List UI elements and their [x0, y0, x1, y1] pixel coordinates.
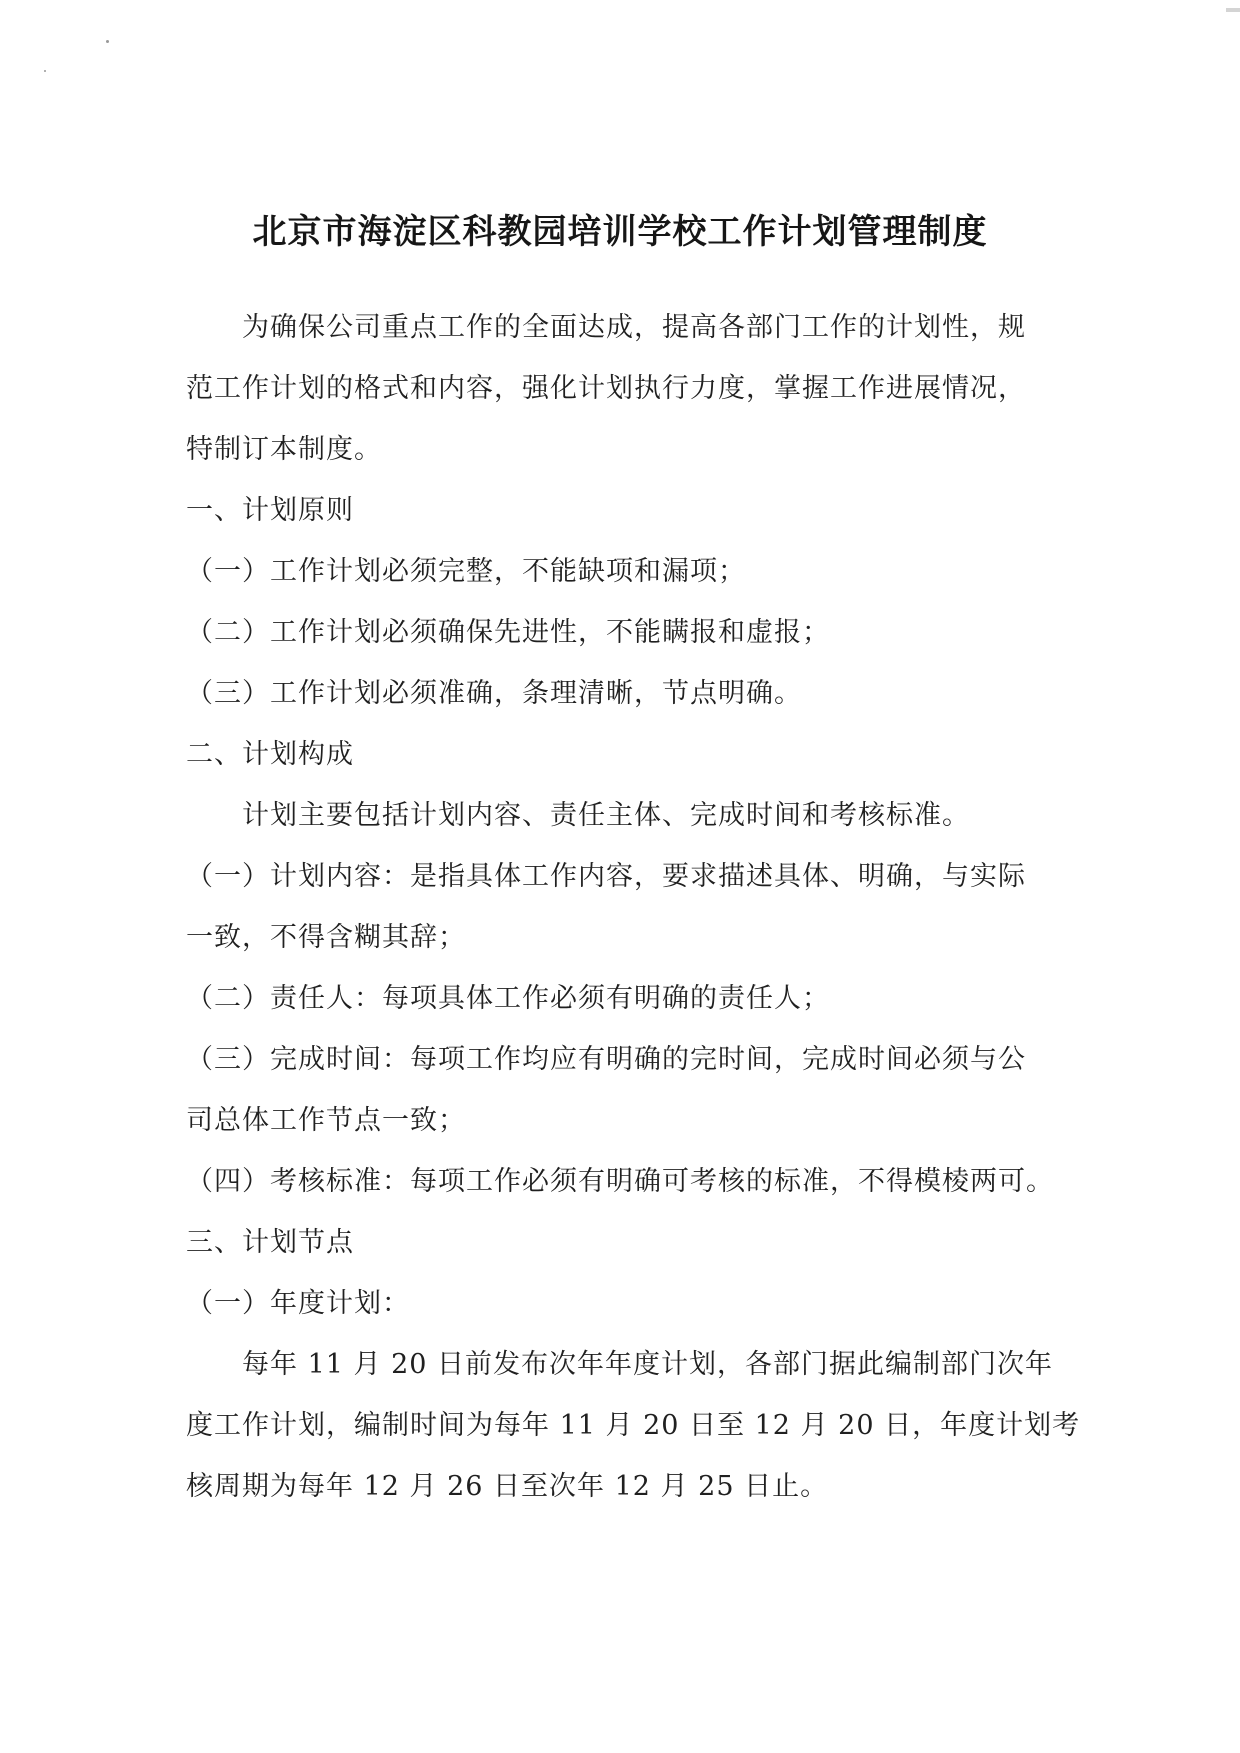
paragraph-line: 范工作计划的格式和内容，强化计划执行力度，掌握工作进展情况，	[186, 373, 1026, 404]
list-item: （二）工作计划必须确保先进性，不能瞒报和虚报；	[186, 617, 830, 648]
scan-mark	[1226, 8, 1240, 12]
document-title: 北京市海淀区科教园培训学校工作计划管理制度	[252, 212, 988, 252]
list-item: （三）完成时间：每项工作均应有明确的完时间，完成时间必须与公	[186, 1044, 1026, 1075]
list-item-continuation: 一致，不得含糊其辞；	[186, 922, 466, 953]
paragraph-line: 核周期为每年 12 月 26 日至次年 12 月 25 日止。	[186, 1471, 829, 1502]
paragraph-line: 特制订本制度。	[186, 434, 382, 465]
section-heading: 一、计划原则	[186, 495, 354, 526]
list-item: （一）工作计划必须完整，不能缺项和漏项；	[186, 556, 746, 587]
list-item-continuation: 司总体工作节点一致；	[186, 1105, 466, 1136]
list-item: （一）计划内容：是指具体工作内容，要求描述具体、明确，与实际	[186, 861, 1026, 892]
section-heading: 二、计划构成	[186, 739, 354, 770]
list-item: （二）责任人：每项具体工作必须有明确的责任人；	[186, 983, 830, 1014]
paragraph-line: 度工作计划，编制时间为每年 11 月 20 日至 12 月 20 日，年度计划考	[186, 1410, 1081, 1441]
scan-speck	[44, 70, 46, 72]
section-heading: 三、计划节点	[186, 1227, 354, 1258]
list-item: （四）考核标准：每项工作必须有明确可考核的标准，不得模棱两可。	[186, 1166, 1054, 1197]
paragraph-line: 每年 11 月 20 日前发布次年年度计划，各部门据此编制部门次年	[242, 1349, 1054, 1380]
paragraph-line: 为确保公司重点工作的全面达成，提高各部门工作的计划性，规	[242, 312, 1026, 343]
scan-speck	[106, 40, 109, 43]
list-item: （一）年度计划：	[186, 1288, 410, 1319]
paragraph-line: 计划主要包括计划内容、责任主体、完成时间和考核标准。	[242, 800, 970, 831]
list-item: （三）工作计划必须准确，条理清晰，节点明确。	[186, 678, 802, 709]
